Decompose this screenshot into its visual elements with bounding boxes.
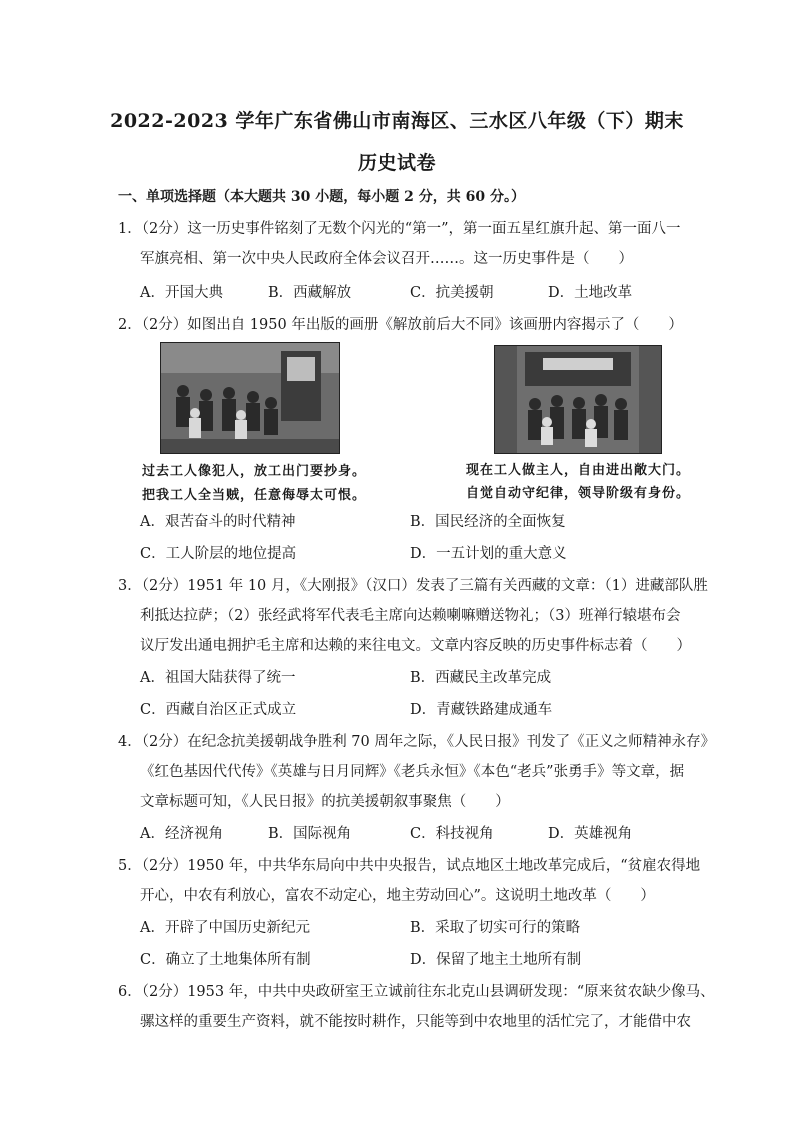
q2-stem-line-1: 2．（2分）如图出自 1950 年出版的画册《解放前后大不同》该画册内容揭示了（ ） [118,317,683,333]
q4-option-a: A．经济视角 [140,826,223,842]
q1-option-c: C．抗美援朝 [410,285,494,301]
q2-caption-right-2: 自觉自动守纪律，领导阶级有身份。 [466,486,691,501]
q1-option-b: B．西藏解放 [268,285,352,301]
q2-option-a: A．艰苦奋斗的时代精神 [140,514,296,530]
q2-option-d: D．一五计划的重大意义 [410,546,567,562]
q2-option-c: C．工人阶层的地位提高 [140,546,297,562]
q2-caption-left-1: 过去工人像犯人，放工出门要抄身。 [142,464,367,479]
q1-stem-line-1: 1．（2分）这一历史事件铭刻了无数个闪光的“第一”，第一面五星红旗升起、第一面八一 [118,221,681,237]
q4-option-d: D．英雄视角 [548,826,633,842]
q3-stem-line-2: 利抵达拉萨；（2）张经武将军代表毛主席向达赖喇嘛赠送物礼；（3）班禅行辕堪布会 [140,608,681,624]
exam-title: 2022-2023 学年广东省佛山市南海区、三水区八年级（下）期末 [110,110,684,132]
q5-stem-line-2: 开心，中农有利放心，富农不动定心，地主劳动回心”。这说明土地改革（ ） [140,888,655,904]
q3-stem-line-3: 议厅发出通电拥护毛主席和达赖的来往电文。文章内容反映的历史事件标志着（ ） [140,638,691,654]
q3-option-d: D．青藏铁路建成通车 [410,702,553,718]
q1-option-d: D．土地改革 [548,285,633,301]
q6-stem-line-1: 6．（2分）1953 年，中共中央政研室王立诚前往东北克山县调研发现：“原来贫农缺少像马、 [118,984,715,1000]
q4-stem-line-3: 文章标题可知，《人民日报》的抗美援朝叙事聚焦（ ） [140,794,510,810]
q4-stem-line-1: 4．（2分）在纪念抗美援朝战争胜利 70 周年之际，《人民日报》刊发了《正义之师精神永存》 [118,734,716,750]
exam-subtitle: 历史试卷 [357,152,436,174]
q4-option-c: C．科技视角 [410,826,494,842]
q3-option-a: A．祖国大陆获得了统一 [140,670,296,686]
q3-stem-line-1: 3．（2分）1951 年 10 月，《大刚报》（汉口）发表了三篇有关西藏的文章：（1）进藏部队胜 [118,578,708,594]
q3-option-b: B．西藏民主改革完成 [410,670,552,686]
q5-stem-line-1: 5．（2分）1950 年，中共华东局向中共中央报告，试点地区土地改革完成后，“贫雇农得地 [118,858,701,874]
q2-picture-before [160,342,340,454]
q5-option-d: D．保留了地主土地所有制 [410,952,582,968]
section-heading: 一、单项选择题（本大题共 30 小题，每小题 2 分，共 60 分。） [118,189,525,205]
q2-picture-after [494,345,662,454]
q2-option-b: B．国民经济的全面恢复 [410,514,566,530]
q4-stem-line-2: 《红色基因代代传》《英雄与日月同辉》《老兵永恒》《本色“老兵”张勇手》等文章，据 [140,764,685,780]
q5-option-c: C．确立了土地集体所有制 [140,952,311,968]
q5-option-b: B．采取了切实可行的策略 [410,920,581,936]
q1-stem-line-2: 军旗亮相、第一次中央人民政府全体会议召开……。这一历史事件是（ ） [140,251,633,267]
q4-option-b: B．国际视角 [268,826,352,842]
q2-caption-left-2: 把我工人全当贼，任意侮辱太可恨。 [142,488,367,503]
q6-stem-line-2: 骡这样的重要生产资料，就不能按时耕作，只能等到中农地里的活忙完了，才能借中农 [140,1014,691,1030]
q5-option-a: A．开辟了中国历史新纪元 [140,920,310,936]
q3-option-c: C．西藏自治区正式成立 [140,702,297,718]
q2-caption-right-1: 现在工人做主人，自由进出敞大门。 [466,463,691,478]
q1-option-a: A．开国大典 [140,285,223,301]
